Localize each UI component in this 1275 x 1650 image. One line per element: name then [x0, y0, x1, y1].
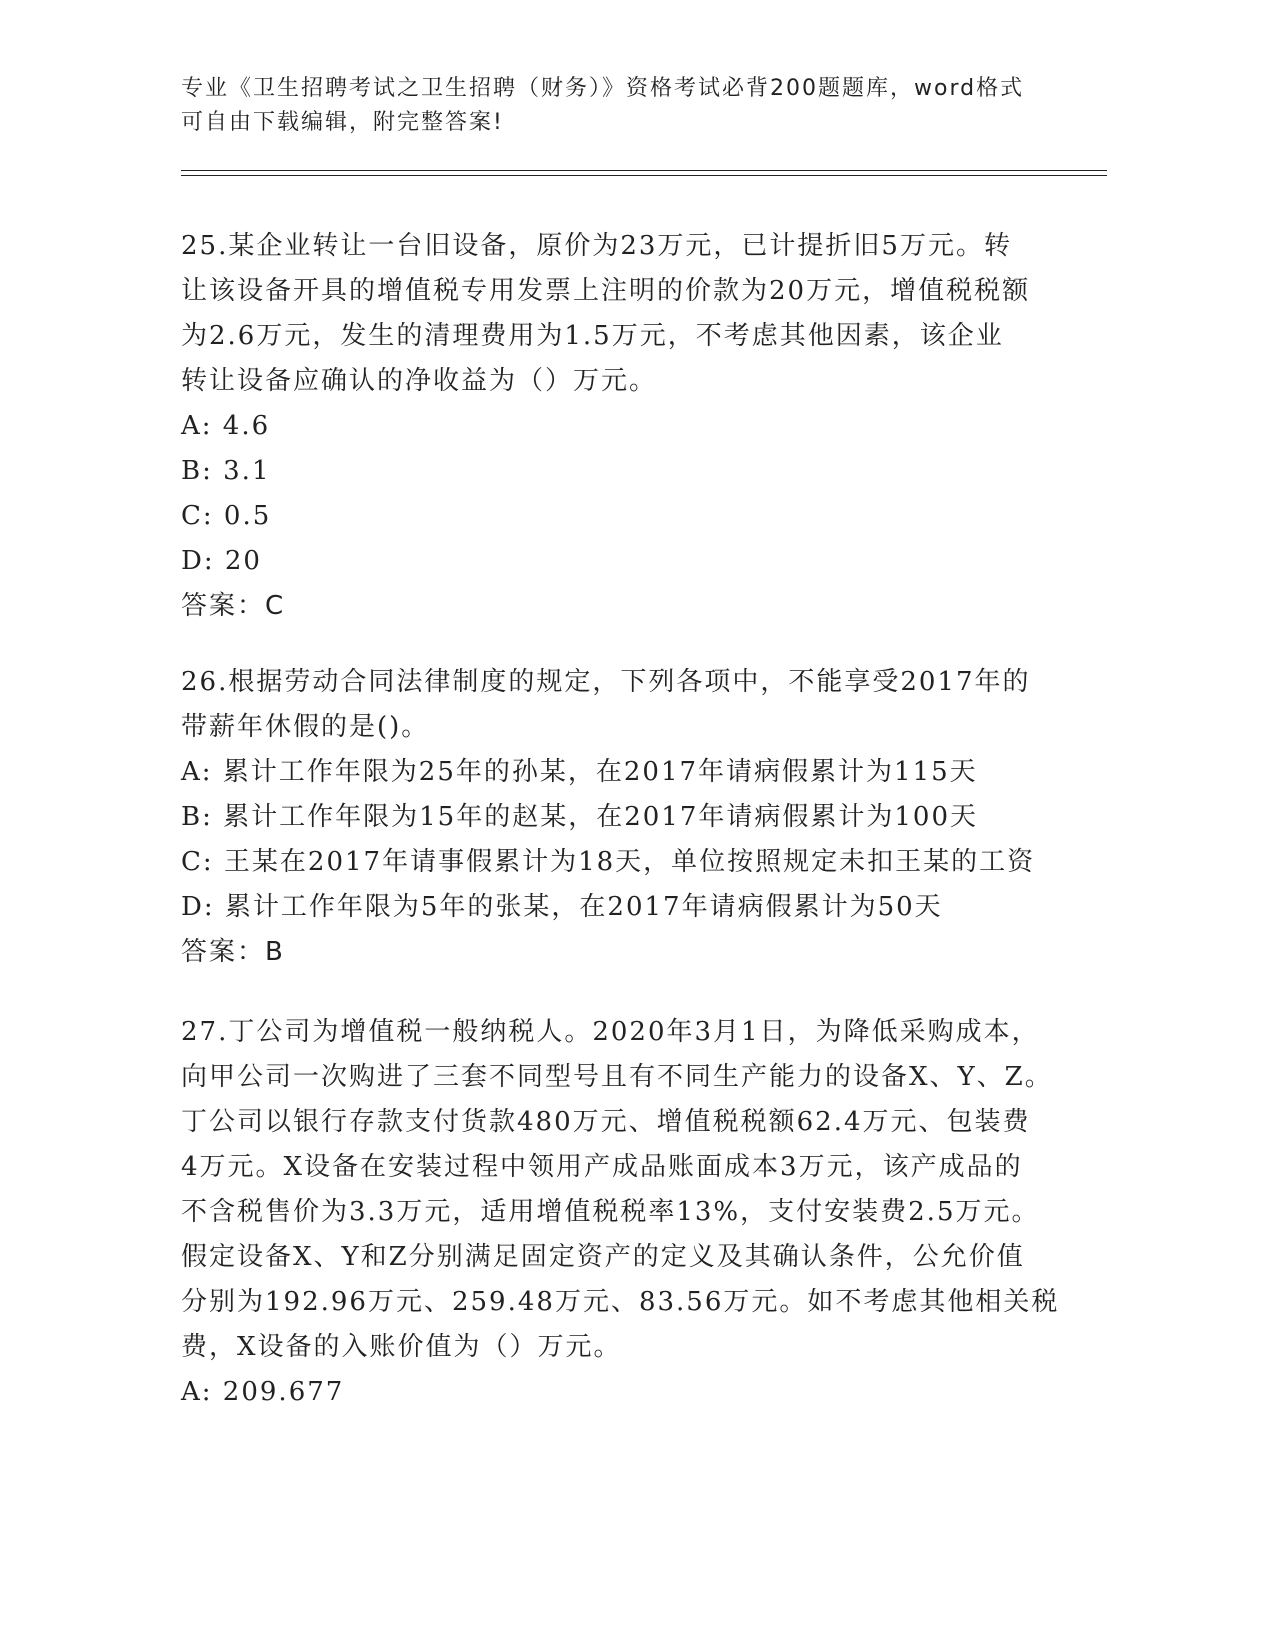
option-a: A: 4.6	[181, 411, 271, 441]
question-25	[181, 224, 1061, 629]
option-c: C: 0.5	[181, 501, 272, 531]
question-stem-line: 4万元。X设备在安装过程中领用产成品账面成本3万元，该产成品的	[181, 1152, 1023, 1182]
question-stem-line: 26.根据劳动合同法律制度的规定，下列各项中，不能享受2017年的	[181, 667, 1031, 697]
question-stem-line: 为2.6万元，发生的清理费用为1.5万元，不考虑其他因素，该企业	[181, 321, 1004, 351]
question-stem-line: 丁公司以银行存款支付货款480万元、增值税税额62.4万元、包装费	[181, 1107, 1031, 1137]
question-stem-line: 转让设备应确认的净收益为（）万元。	[181, 366, 658, 396]
question-stem-line: 让该设备开具的增值税专用发票上注明的价款为20万元，增值税税额	[181, 276, 1031, 306]
header-title-line-1: 专业《卫生招聘考试之卫生招聘（财务）》资格考试必背200题题库，word格式	[181, 76, 1025, 101]
question-stem-line: 不含税售价为3.3万元，适用增值税税率13%，支付安装费2.5万元。	[181, 1197, 1040, 1227]
option-b: B: 3.1	[181, 456, 271, 486]
question-stem-line: 27.丁公司为增值税一般纳税人。2020年3月1日，为降低采购成本，	[181, 1017, 1040, 1047]
answer-key: 答案：C	[181, 591, 286, 621]
header-title-line-2: 可自由下载编辑，附完整答案!	[181, 110, 504, 135]
question-stem-line: 假定设备X、Y和Z分别满足固定资产的定义及其确认条件，公允价值	[181, 1242, 1025, 1272]
question-stem-line: 费，X设备的入账价值为（）万元。	[181, 1332, 622, 1362]
option-c: C: 王某在2017年请事假累计为18天，单位按照规定未扣王某的工资	[181, 847, 1036, 877]
question-27	[181, 1010, 1061, 1415]
document-header	[181, 72, 1061, 140]
question-26	[181, 660, 1061, 975]
question-stem-line: 向甲公司一次购进了三套不同型号且有不同生产能力的设备X、Y、Z。	[181, 1062, 1053, 1092]
question-stem-line: 分别为192.96万元、259.48万元、83.56万元。如不考虑其他相关税	[181, 1287, 1060, 1317]
header-divider-bottom	[181, 175, 1107, 176]
question-stem-line: 带薪年休假的是()。	[181, 712, 430, 742]
option-a: A: 209.677	[181, 1377, 345, 1407]
option-a: A: 累计工作年限为25年的孙某，在2017年请病假累计为115天	[181, 757, 978, 787]
option-d: D: 累计工作年限为5年的张某，在2017年请病假累计为50天	[181, 892, 943, 922]
header-divider-top	[181, 170, 1107, 171]
answer-key: 答案：B	[181, 937, 285, 967]
question-stem-line: 25.某企业转让一台旧设备，原价为23万元，已计提折旧5万元。转	[181, 231, 1012, 261]
option-b: B: 累计工作年限为15年的赵某，在2017年请病假累计为100天	[181, 802, 979, 832]
option-d: D: 20	[181, 546, 262, 576]
